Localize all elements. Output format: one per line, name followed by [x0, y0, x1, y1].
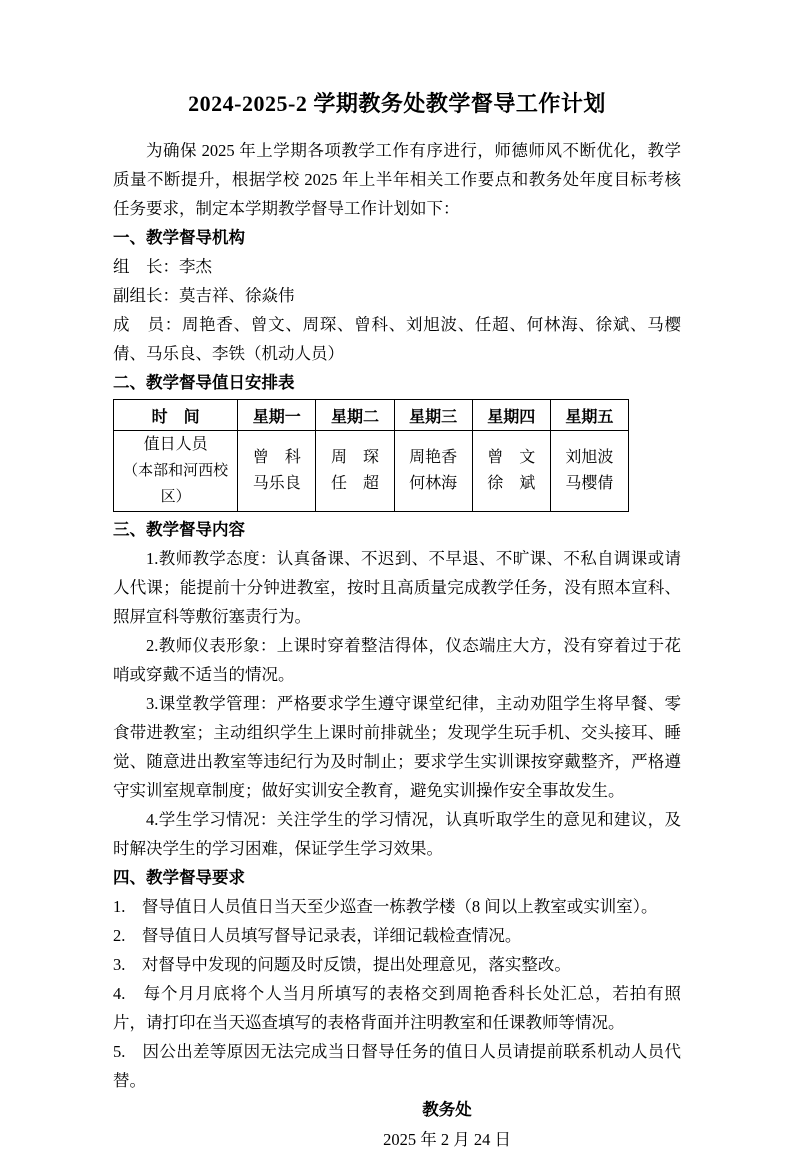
requirement-item-4: 4. 每个月月底将个人当月所填写的表格交到周艳香科长处汇总，若拍有照片，请打印在当天巡查填写的表格背面并注明教室和任课教师等情况。	[113, 984, 681, 1032]
org-leader-line: 组 长：李杰	[113, 257, 212, 276]
header-cell-tuesday: 星期二	[316, 400, 394, 431]
duty-cell-friday	[550, 431, 628, 512]
header-cell-wednesday: 星期三	[394, 400, 472, 431]
signature-date: 2025 年 2 月 24 日	[383, 1130, 511, 1149]
content-item-1: 1.教师教学态度：认真备课、不迟到、不早退、不旷课、不私自调课或请人代课；能提前十分钟进教室，按时且高质量完成教学任务，没有照本宣科、照屏宣科等敷衍塞责行为。	[113, 549, 681, 626]
duty-name: 曾 科	[252, 449, 301, 466]
duty-name: 马樱倩	[565, 475, 614, 492]
duty-name: 徐 斌	[487, 475, 536, 492]
org-deputy-line: 副组长：莫吉祥、徐焱伟	[113, 286, 295, 305]
duty-name: 何林海	[409, 475, 458, 492]
duty-cell-thursday	[472, 431, 550, 512]
requirement-item-3: 3. 对督导中发现的问题及时反馈，提出处理意见，落实整改。	[113, 955, 571, 974]
header-cell-monday: 星期一	[238, 400, 316, 431]
content-item-3: 3.课堂教学管理：严格要求学生遵守课堂纪律，主动劝阻学生将早餐、零食带进教室；主动组织学生上课时前排就坐；发现学生玩手机、交头接耳、睡觉、随意进出教室等违纪行为及时制止；要求学生实训课按穿戴整齐，严格遵守实训室规章制度；做好实训安全教育，避免实训操作安全事故发生。	[113, 694, 681, 800]
duty-name: 周艳香	[409, 449, 458, 466]
content-item-4: 4.学生学习情况：关注学生的学习情况，认真听取学生的意见和建议，及时解决学生的学习困难，保证学生学习效果。	[113, 810, 681, 858]
document-title: 2024-2025-2 学期教务处教学督导工作计划	[188, 91, 606, 116]
row-label-campus: （本部和河西校区）	[123, 463, 229, 505]
table-row	[114, 431, 629, 512]
row-label-title: 值日人员	[143, 436, 208, 453]
duty-cell-tuesday	[316, 431, 394, 512]
header-cell-thursday: 星期四	[472, 400, 550, 431]
section-heading-content: 三、教学督导内容	[113, 520, 245, 539]
signature-department: 教务处	[422, 1100, 472, 1119]
requirement-item-2: 2. 督导值日人员填写督导记录表，详细记载检查情况。	[113, 926, 522, 945]
duty-name: 周 琛	[330, 449, 379, 466]
requirement-item-5: 5. 因公出差等原因无法完成当日督导任务的值日人员请提前联系机动人员代替。	[113, 1042, 681, 1090]
table-header-row	[114, 400, 629, 431]
intro-paragraph: 为确保 2025 年上学期各项教学工作有序进行，师德师风不断优化，教学质量不断提升，根据学校 2025 年上半年相关工作要点和教务处年度目标考核任务要求，制定本学期教学督导工作计划如下：	[113, 141, 681, 218]
header-cell-friday: 星期五	[550, 400, 628, 431]
header-cell-time: 时 间	[114, 400, 238, 431]
duty-schedule-table	[113, 399, 629, 512]
duty-cell-monday	[238, 431, 316, 512]
duty-name: 任 超	[330, 475, 379, 492]
duty-name: 刘旭波	[565, 449, 614, 466]
duty-name: 马乐良	[252, 475, 301, 492]
org-members-line: 成 员：周艳香、曾文、周琛、曾科、刘旭波、任超、何林海、徐斌、马樱倩、马乐良、李铁（机动人员）	[113, 315, 681, 363]
signature-block	[213, 1095, 681, 1155]
row-label-cell	[114, 431, 238, 512]
duty-name: 曾 文	[487, 449, 536, 466]
requirement-item-1: 1. 督导值日人员值日当天至少巡查一栋教学楼（8 间以上教室或实训室）。	[113, 897, 658, 916]
section-heading-schedule: 二、教学督导值日安排表	[113, 373, 295, 392]
duty-cell-wednesday	[394, 431, 472, 512]
content-item-2: 2.教师仪表形象：上课时穿着整洁得体，仪态端庄大方，没有穿着过于花哨或穿戴不适当的情况。	[113, 636, 681, 684]
section-heading-requirements: 四、教学督导要求	[113, 868, 245, 887]
section-heading-organization: 一、教学督导机构	[113, 228, 245, 247]
